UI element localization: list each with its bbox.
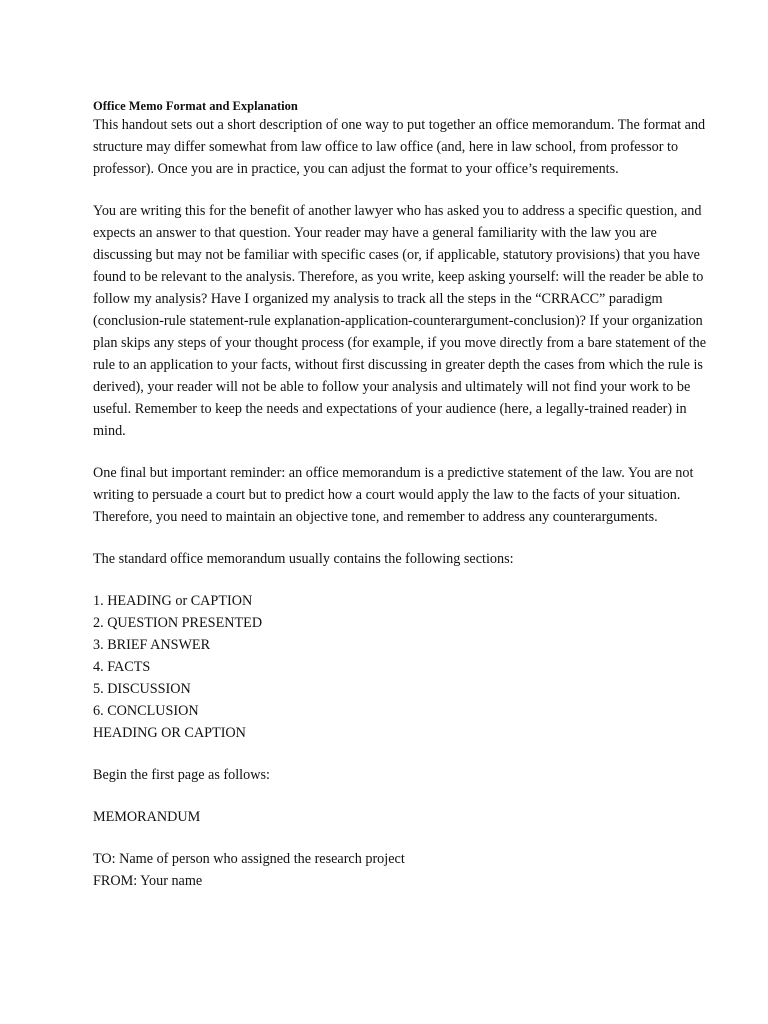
heading-caption-subheading: HEADING OR CAPTION <box>93 725 246 741</box>
begin-first-page-text: Begin the first page as follows: <box>93 767 270 783</box>
list-item: 5. DISCUSSION <box>93 681 191 697</box>
list-item: 1. HEADING or CAPTION <box>93 593 253 609</box>
reminder-paragraph: One final but important reminder: an office memorandum is a predictive statement of the law. You are not writing to persuade a court but to predict how a court would apply the law to the facts of your situation. Therefore, you need to maintain an objective tone, and remember to address any counterarguments. <box>93 465 694 525</box>
list-item: 3. BRIEF ANSWER <box>93 637 211 653</box>
memorandum-label: MEMORANDUM <box>93 809 201 825</box>
sections-intro-paragraph: The standard office memorandum usually contains the following sections: <box>93 551 514 567</box>
audience-paragraph: You are writing this for the benefit of another lawyer who has asked you to address a specific question, and expects an answer to that question. Your reader may have a general familiarity with the law you are discussing but may not be familiar with specific cases (or, if applicable, statutory provisions) that you have found to be relevant to the analysis. Therefore, as you write, keep asking yourself: will the reader be able to follow my analysis? Have I organized my analysis to track all the steps in the “CRRACC” paradigm (conclusion-rule statement-rule explanation-application-counterargument-conclusion)? If your organization plan skips any steps of your thought process (for example, if you move directly from a bare statement of the rule to an application to your facts, without first discussing in greater depth the cases from which the rule is derived), your reader will not be able to follow your analysis and ultimately will not find your work to be useful. Remember to keep the needs and expectations of your audience (here, a legally-trained reader) in mind. <box>93 203 707 439</box>
sections-list <box>93 590 708 722</box>
intro-paragraph: This handout sets out a short description of one way to put together an office memorandum. The format and structure may differ somewhat from law office to law office (and, here in law school, from professor to professor). Once you are in practice, you can adjust the format to your office’s requirements. <box>93 117 706 177</box>
list-item: 6. CONCLUSION <box>93 703 199 719</box>
memo-from-line: FROM: Your name <box>93 873 203 889</box>
memo-to-line: TO: Name of person who assigned the research project <box>93 851 405 867</box>
list-item: 4. FACTS <box>93 659 151 675</box>
document-title: Office Memo Format and Explanation <box>93 99 298 113</box>
list-item: 2. QUESTION PRESENTED <box>93 615 263 631</box>
